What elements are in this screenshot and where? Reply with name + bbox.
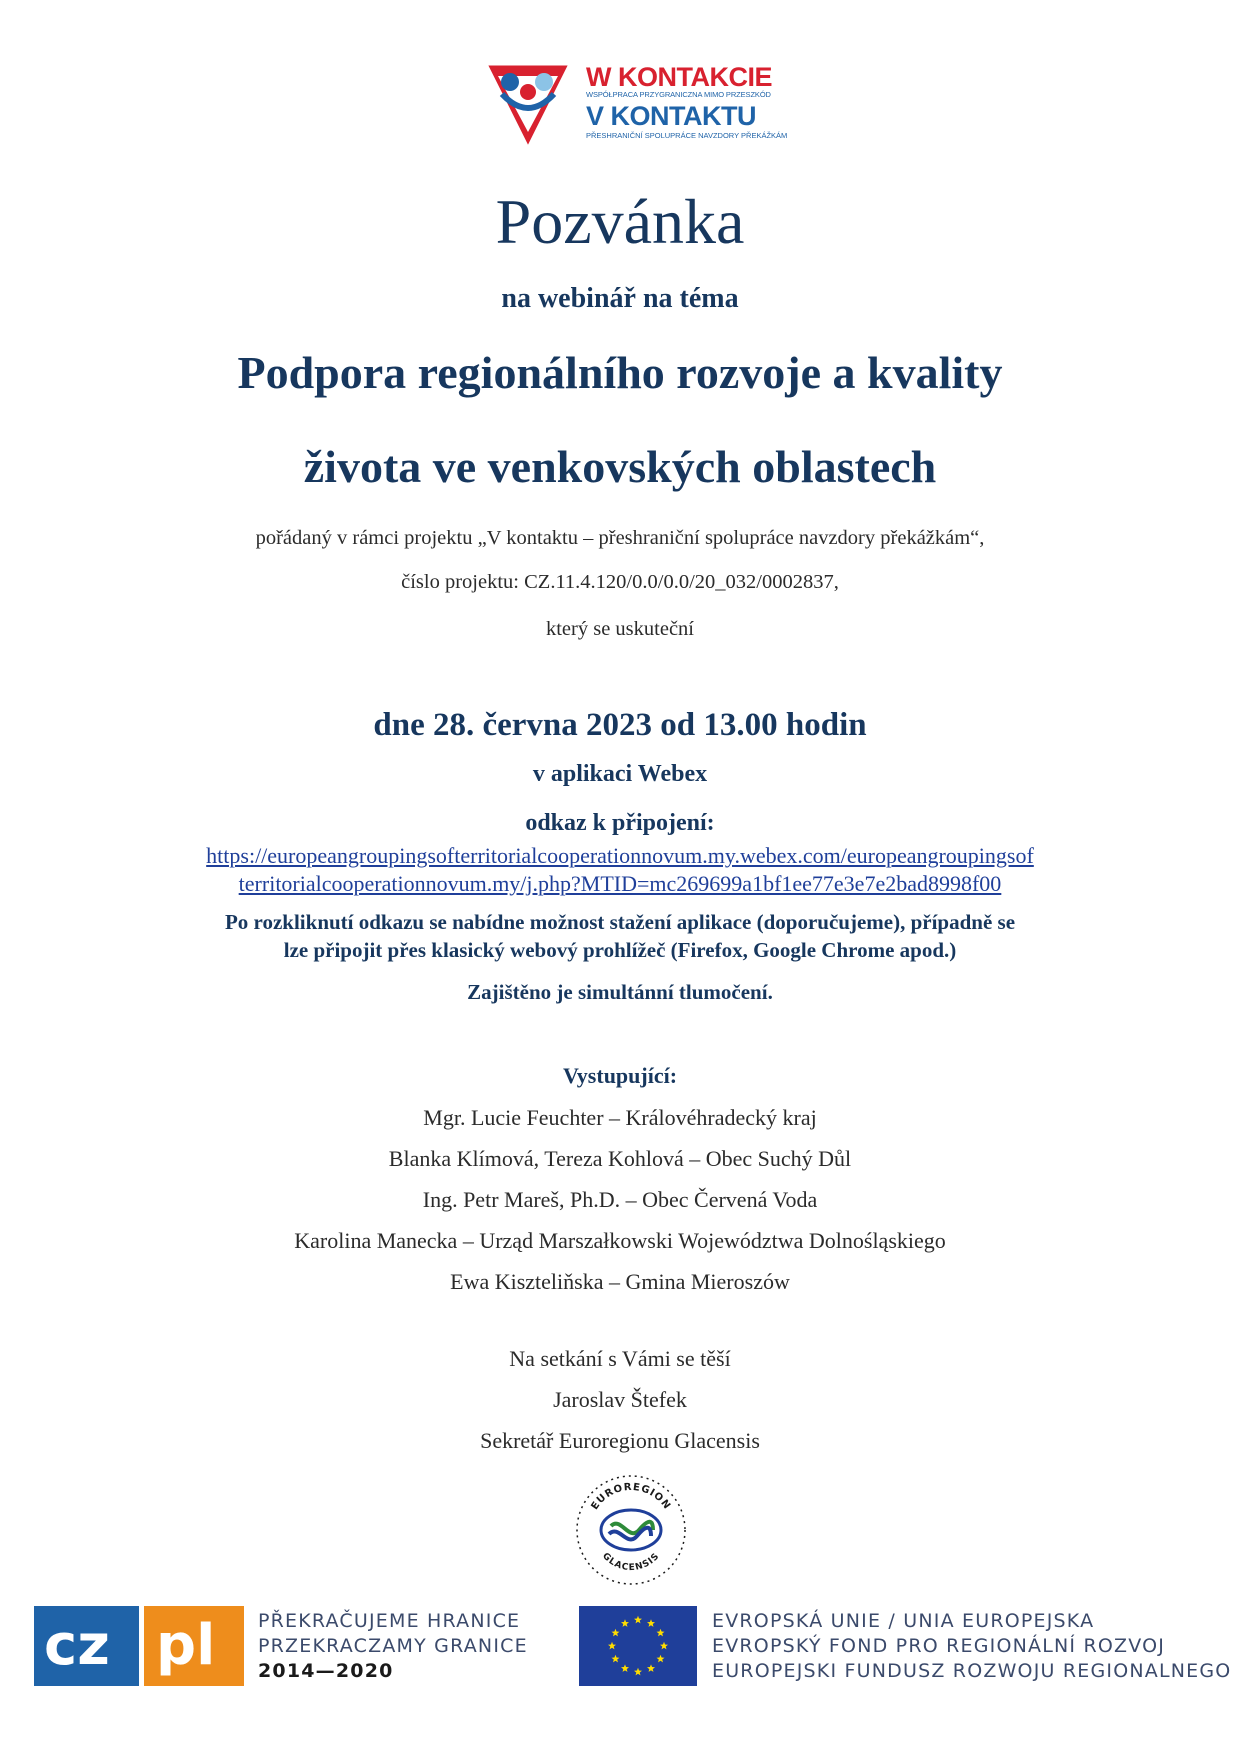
w-kontakcie-logo (478, 40, 802, 160)
speaker-item: Ing. Petr Mareš, Ph.D. – Obec Červená Voda (422, 1187, 818, 1212)
czpl-years: 2014—2020 (258, 1660, 394, 1682)
event-app: v aplikaci Webex (532, 761, 708, 787)
project-number: číslo projektu: CZ.11.4.120/0.0/0.0/20_032/0002837, (401, 571, 839, 593)
speakers-heading: Vystupující: (562, 1063, 678, 1088)
seal-top-text: EUROREGION (589, 1481, 673, 1513)
eu-star-icon (657, 1655, 665, 1663)
eu-star-icon (634, 1616, 642, 1624)
signer-role: Sekretář Euroregionu Glacensis (480, 1428, 760, 1453)
speaker-item: Ewa Kiszteliňska – Gmina Mieroszów (450, 1269, 790, 1294)
eu-star-icon (657, 1629, 665, 1637)
invitation-subtitle: na webinář na téma (501, 283, 739, 314)
czpl-interreg-logo (34, 1606, 244, 1686)
instructions-line-2: lze připojit přes klasický webový prohlížeč (Firefox, Google Chrome apod.) (283, 938, 957, 962)
eu-star-icon (647, 1619, 655, 1627)
eu-star-icon (611, 1629, 619, 1637)
signer-name: Jaroslav Štefek (553, 1387, 687, 1412)
link-label: odkaz k připojení: (525, 810, 715, 836)
organized-by-text: pořádaný v rámci projektu „V kontaktu – přeshraniční spolupráce navzdory překážkám“, (255, 527, 985, 549)
czpl-pl-box: pl (144, 1606, 244, 1686)
topic-line-2: života ve venkovských oblastech (303, 441, 937, 492)
eu-fund-text (712, 1609, 1231, 1684)
topic-line-1: Podpora regionálního rozvoje a kvality (237, 347, 1003, 398)
speaker-item: Blanka Klímová, Tereza Kohlová – Obec Suchý Důl (388, 1146, 852, 1171)
eu-star-icon (634, 1668, 642, 1676)
czpl-line-pl: PRZEKRACZAMY GRANICE (258, 1635, 528, 1657)
svg-text:GLACENSIS (600, 1551, 662, 1573)
eu-star-icon (621, 1619, 629, 1627)
euroregion-glacensis-seal (573, 1472, 689, 1588)
svg-text:EUROREGION (589, 1482, 672, 1512)
closing-greeting: Na setkání s Vámi se těší (509, 1346, 731, 1371)
eu-flag-icon (579, 1606, 697, 1686)
speaker-item: Mgr. Lucie Feuchter – Královéhradecký kraj (423, 1105, 817, 1130)
invitation-title: Pozvánka (495, 186, 745, 257)
eu-line-2: EVROPSKÝ FOND PRO REGIONÁLNÍ ROZVOJ (712, 1635, 1166, 1657)
event-date: dne 28. června 2023 od 13.00 hodin (373, 707, 867, 743)
webex-link-line-1[interactable]: https://europeangroupingsofterritorialcooperationnovum.my.webex.com/europeangroupingsof (206, 843, 1034, 868)
people-shield-icon (478, 52, 578, 152)
eu-star-icon (621, 1664, 629, 1672)
logo-title-cz: V KONTAKTU (586, 101, 756, 131)
logo-subtitle-cz: PŘESHRANIČNÍ SPOLUPRÁCE NAVZDORY PŘEKÁŽKÁM (586, 131, 788, 140)
logo-subtitle-pl: WSPÓŁPRACA PRZYGRANICZNA MIMO PRZESZKÓD (586, 90, 771, 99)
eu-star-icon (647, 1664, 655, 1672)
czpl-cz-box: cz (34, 1606, 139, 1686)
eu-star-icon (660, 1642, 668, 1650)
interpreting-note: Zajištěno je simultánní tlumočení. (467, 980, 773, 1004)
webex-link-line-2[interactable]: territorialcooperationnovum.my/j.php?MTID=mc269699a1bf1ee77e3e7e2bad8998f00 (238, 871, 1002, 896)
eu-line-3: EUROPEJSKI FUNDUSZ ROZWOJU REGIONALNEGO (712, 1660, 1232, 1682)
logo-title-pl: W KONTAKCIE (586, 62, 772, 92)
takes-place-text: který se uskuteční (545, 618, 694, 640)
czpl-line-cz: PŘEKRAČUJEME HRANICE (258, 1610, 521, 1632)
speaker-item: Karolina Manecka – Urząd Marszałkowski Województwa Dolnośląskiego (294, 1228, 946, 1253)
czpl-program-text (258, 1609, 528, 1684)
seal-bottom-text: GLACENSIS (600, 1551, 662, 1574)
eu-line-1: EVROPSKÁ UNIE / UNIA EUROPEJSKA (712, 1610, 1095, 1632)
instructions-line-1: Po rozkliknutí odkazu se nabídne možnost stažení aplikace (doporučujeme), případně se (224, 910, 1016, 934)
eu-star-icon (611, 1655, 619, 1663)
eu-star-icon (608, 1642, 616, 1650)
